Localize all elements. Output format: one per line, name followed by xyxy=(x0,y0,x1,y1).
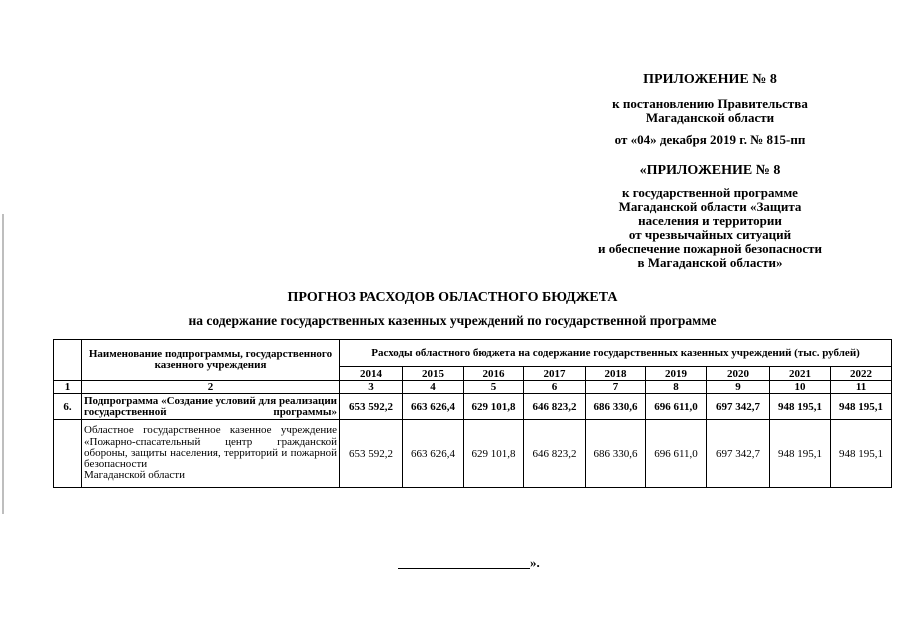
year-cell: 2016 xyxy=(464,367,524,381)
value-cell: 646 823,2 xyxy=(524,420,586,488)
value-cell: 629 101,8 xyxy=(464,394,524,420)
column-index: 11 xyxy=(831,381,892,394)
signature-line xyxy=(398,568,530,569)
row-number-empty xyxy=(54,420,82,488)
year-cell: 2020 xyxy=(707,367,770,381)
inner-appendix-title: «ПРИЛОЖЕНИЕ № 8 xyxy=(639,163,781,178)
institution-row xyxy=(54,420,892,488)
column-index-row xyxy=(54,381,892,394)
program-line: в Магаданской области» xyxy=(637,255,783,270)
column-index: 9 xyxy=(707,381,770,394)
decree-date: от «04» декабря 2019 г. № 815-пп xyxy=(614,132,806,147)
value-cell: 696 611,0 xyxy=(646,394,707,420)
closing-quote: ». xyxy=(530,555,540,570)
subprogram-row xyxy=(54,394,892,420)
value-cell: 697 342,7 xyxy=(707,420,770,488)
column-index: 2 xyxy=(82,381,340,394)
program-line: Магаданской области «Защита xyxy=(618,199,802,214)
year-cell: 2015 xyxy=(403,367,464,381)
column-index: 4 xyxy=(403,381,464,394)
program-line: населения и территории xyxy=(638,213,782,228)
budget-table xyxy=(53,339,892,488)
value-cell: 696 611,0 xyxy=(646,420,707,488)
year-cell: 2021 xyxy=(770,367,831,381)
document-subtitle: на содержание государственных казенных учреждений по государственной программе xyxy=(188,313,717,328)
value-cell: 663 626,4 xyxy=(403,394,464,420)
header-expenses: Расходы областного бюджета на содержание государственных казенных учреждений (тыс. рублей) xyxy=(340,340,892,367)
institution-name-text: Областное государственное казенное учреждение «Пожарно-спасательный центр гражданской обороны, защиты населения, территорий и пожарной безопасности xyxy=(84,424,337,471)
institution-name-last: Магаданской области xyxy=(84,469,185,482)
column-index: 5 xyxy=(464,381,524,394)
value-cell: 948 195,1 xyxy=(831,420,892,488)
subprogram-name: Подпрограмма «Создание условий для реализации государственной программы» xyxy=(82,394,340,420)
value-cell: 686 330,6 xyxy=(586,394,646,420)
value-cell: 653 592,2 xyxy=(340,420,403,488)
value-cell: 653 592,2 xyxy=(340,394,403,420)
column-index: 8 xyxy=(646,381,707,394)
column-index: 7 xyxy=(586,381,646,394)
value-cell: 948 195,1 xyxy=(770,394,831,420)
program-line: и обеспечение пожарной безопасности xyxy=(597,241,822,256)
value-cell: 686 330,6 xyxy=(586,420,646,488)
column-index: 3 xyxy=(340,381,403,394)
year-cell: 2022 xyxy=(831,367,892,381)
value-cell: 646 823,2 xyxy=(524,394,586,420)
appendix-title: ПРИЛОЖЕНИЕ № 8 xyxy=(643,72,777,87)
header-empty-cell xyxy=(54,340,82,381)
value-cell: 697 342,7 xyxy=(707,394,770,420)
column-index: 10 xyxy=(770,381,831,394)
year-cell: 2019 xyxy=(646,367,707,381)
decree-reference xyxy=(560,97,860,125)
column-index: 6 xyxy=(524,381,586,394)
header-name: Наименование подпрограммы, государственного казенного учреждения xyxy=(82,340,340,381)
value-cell: 948 195,1 xyxy=(831,394,892,420)
row-number: 6. xyxy=(54,394,82,420)
value-cell: 948 195,1 xyxy=(770,420,831,488)
year-cell: 2014 xyxy=(340,367,403,381)
column-index: 1 xyxy=(54,381,82,394)
scan-edge-mark xyxy=(2,214,4,514)
program-line: к государственной программе xyxy=(622,185,798,200)
institution-name xyxy=(82,420,340,488)
value-cell: 629 101,8 xyxy=(464,420,524,488)
year-cell: 2017 xyxy=(524,367,586,381)
value-cell: 663 626,4 xyxy=(403,420,464,488)
document-title: ПРОГНОЗ РАСХОДОВ ОБЛАСТНОГО БЮДЖЕТА xyxy=(287,290,618,305)
program-reference xyxy=(560,186,860,270)
program-line: от чрезвычайных ситуаций xyxy=(628,227,792,242)
decree-line-2: Магаданской области xyxy=(645,110,775,125)
year-cell: 2018 xyxy=(586,367,646,381)
decree-line-1: к постановлению Правительства xyxy=(612,96,808,111)
